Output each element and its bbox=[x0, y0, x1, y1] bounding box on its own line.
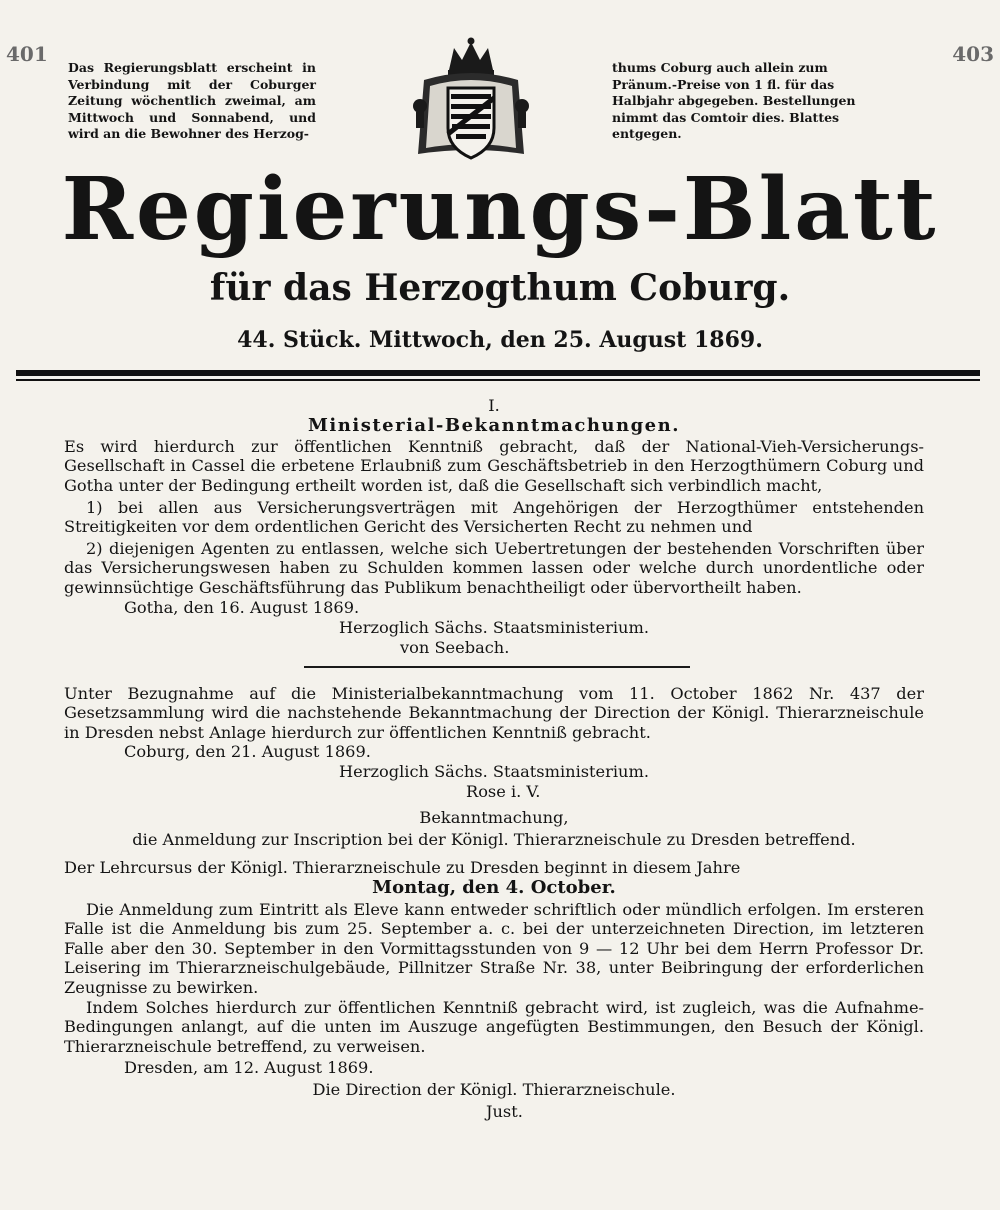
announcement-paragraph-2: Indem Solches hierdurch zur öffentlichen Kenntniß gebracht wird, ist zugleich, was die Aufnahme-Bedingungen anlangt, auf die unten im Auszuge angefügten Bestimmungen, den Besuch der Königl. Thierarzneischule betreffend, zu verweisen. bbox=[64, 998, 924, 1056]
section-divider bbox=[304, 666, 690, 668]
publication-notice-right: thums Coburg auch allein zum Pränum.-Preise von 1 fl. für das Halbjahr abgegeben. Bestellungen nimmt das Comtoir dies. Blattes entgegen. bbox=[612, 60, 856, 141]
announcement-title: Bekanntmachung, bbox=[419, 808, 569, 827]
section2-ministry: Herzoglich Sächs. Staatsministerium. bbox=[339, 762, 649, 781]
section2-signer: Rose i. V. bbox=[466, 782, 541, 801]
header-rule-thin bbox=[16, 379, 980, 381]
section1-signer: von Seebach. bbox=[400, 638, 510, 657]
section1-item-2: 2) diejenigen Agenten zu entlassen, welche sich Uebertretungen der bestehenden Vorschriften über das Versicherungswesen haben zu Schulden kommen lassen oder welche durch unordentliche oder gewinnsüchtige Geschäftsführung das Publikum benachtheiligt oder übervortheilt haben. bbox=[64, 539, 924, 597]
section1-item-1: 1) bei allen aus Versicherungsverträgen mit Angehörigen der Herzogthümer entstehenden Streitigkeiten vor dem ordentlichen Gericht des Versicherten Recht zu nehmen und bbox=[64, 498, 924, 537]
issue-line: 44. Stück. Mittwoch, den 25. August 1869. bbox=[237, 327, 763, 353]
masthead-title: Regierungs-Blatt bbox=[61, 159, 939, 260]
announcement-direction: Die Direction der Königl. Thierarzneischule. bbox=[312, 1080, 676, 1099]
publication-notice-left: Das Regierungsblatt erscheint in Verbindung mit der Coburger Zeitung wöchentlich zweimal, am Mittwoch und Sonnabend, und wird an die Bewohner des Herzog- bbox=[68, 60, 316, 141]
announcement-subtitle: die Anmeldung zur Inscription bei der Königl. Thierarzneischule zu Dresden betreffend. bbox=[132, 830, 856, 849]
coat-of-arms-icon bbox=[404, 36, 538, 170]
section1-intro: Es wird hierdurch zur öffentlichen Kenntniß gebracht, daß der National-Vieh-Versicherungs-Gesellschaft in Cassel die erbetene Erlaubniß zum Geschäftsbetrieb in den Herzogthümern Coburg und Gotha unter der Bedingung ertheilt worden ist, daß die Gesellschaft sich verbindlich macht, bbox=[64, 437, 924, 495]
section1-ministry: Herzoglich Sächs. Staatsministerium. bbox=[339, 618, 649, 637]
section2-place-date: Coburg, den 21. August 1869. bbox=[124, 742, 371, 761]
header-rule-thick bbox=[16, 370, 980, 376]
announcement-paragraph-1: Die Anmeldung zum Eintritt als Eleve kann entweder schriftlich oder mündlich erfolgen. Im ersteren Falle ist die Anmeldung bis zum 25. September a. c. bei der unterzeichneten Direction, im letzteren Falle aber den 30. September in den Vormittagsstunden von 9 — 12 Uhr bei dem Herrn Professor Dr. Leisering im Thierarzneischulgebäude, Pillnitzer Straße Nr. 38, unter Beibringung der erforderlichen Zeugnisse zu bewirken. bbox=[64, 900, 924, 997]
page-number-left: 401 bbox=[6, 42, 48, 66]
section2-intro: Unter Bezugnahme auf die Ministerialbekanntmachung vom 11. October 1862 Nr. 437 der Gesetzsammlung wird die nachstehende Bekanntmachung der Direction der Königl. Thierarzneischule in Dresden nebst Anlage hierdurch zur öffentlichen Kenntniß gebracht. bbox=[64, 684, 924, 742]
section-number: I. bbox=[488, 396, 500, 415]
announcement-signer: Just. bbox=[486, 1102, 523, 1121]
masthead-subtitle: für das Herzogthum Coburg. bbox=[209, 267, 791, 309]
section1-place-date: Gotha, den 16. August 1869. bbox=[124, 598, 360, 617]
announcement-date: Montag, den 4. October. bbox=[372, 877, 616, 898]
page-number-right: 403 bbox=[952, 42, 994, 66]
section-heading: Ministerial-Bekanntmachungen. bbox=[308, 415, 680, 436]
announcement-line-1: Der Lehrcursus der Königl. Thierarzneischule zu Dresden beginnt in diesem Jahre bbox=[64, 858, 741, 877]
announcement-place-date: Dresden, am 12. August 1869. bbox=[124, 1058, 374, 1077]
